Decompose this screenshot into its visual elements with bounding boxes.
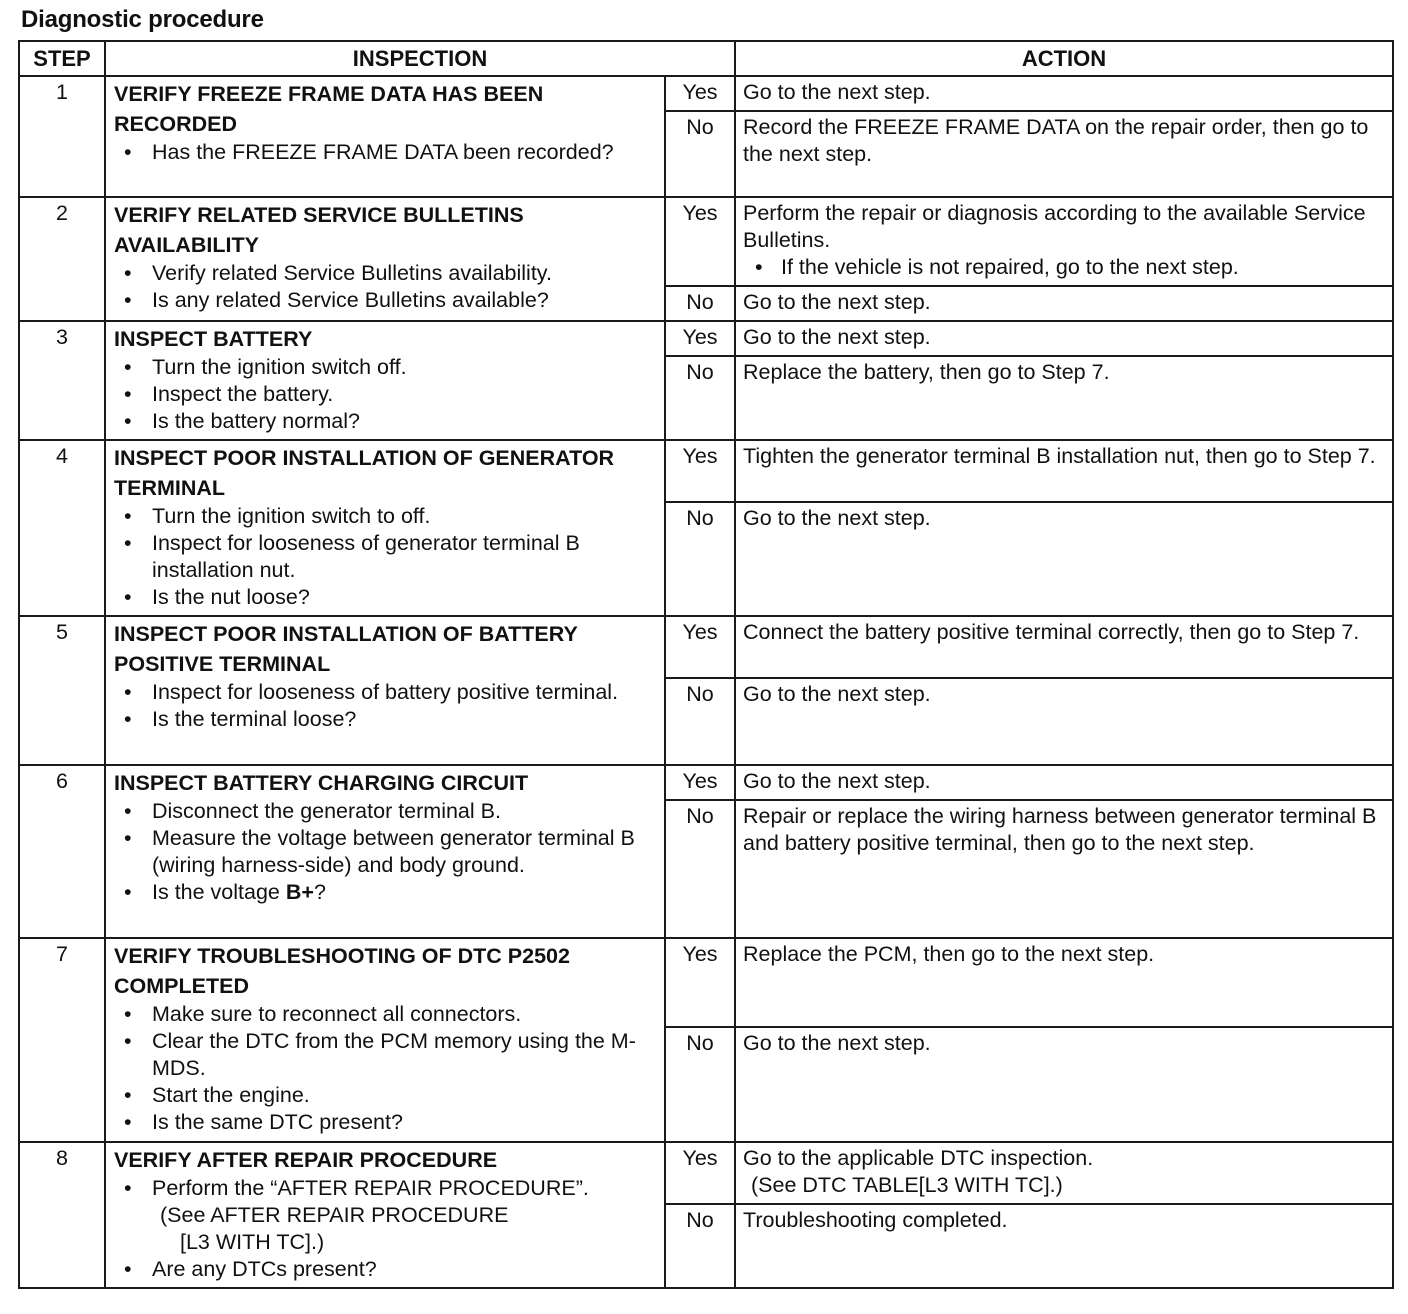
no-action: Go to the next step.	[735, 502, 1393, 616]
inspection-bullet: • Start the engine.	[152, 1082, 660, 1109]
no-action: Go to the next step.	[735, 678, 1393, 765]
no-label: No	[665, 286, 735, 321]
no-label: No	[665, 800, 735, 938]
no-label: No	[665, 356, 735, 440]
no-label: No	[665, 1204, 735, 1288]
inspection-bullet: • Turn the ignition switch to off.	[152, 503, 660, 530]
inspection-bullet: • Inspect the battery.	[152, 381, 660, 408]
inspection-title: VERIFY AFTER REPAIR PROCEDURE	[114, 1148, 498, 1172]
step-4-yes-row	[19, 440, 1393, 502]
yes-action-cell	[735, 197, 1393, 286]
no-action: Go to the next step.	[735, 286, 1393, 321]
no-action: Replace the battery, then go to Step 7.	[735, 356, 1393, 440]
yes-label: Yes	[665, 197, 735, 286]
step-2-yes-row	[19, 197, 1393, 286]
inspection-title: INSPECT POOR INSTALLATION OF BATTERY POSITIVE TERMINAL	[114, 622, 578, 676]
inspection-bullet: • Measure the voltage between generator terminal B (wiring harness-side) and body ground.	[152, 825, 660, 879]
no-label: No	[665, 1027, 735, 1142]
step-number: 4	[19, 440, 105, 616]
inspection-bullet: • Disconnect the generator terminal B.	[152, 798, 660, 825]
diagnostic-procedure-table	[18, 40, 1394, 1289]
step-6-yes-row	[19, 765, 1393, 800]
inspection-bullet: • Are any DTCs present?	[152, 1256, 660, 1283]
no-action: Repair or replace the wiring harness between generator terminal B and battery positive terminal, then go to the next step.	[735, 800, 1393, 938]
inspection-bullet: • Turn the ignition switch off.	[152, 354, 660, 381]
step-3-yes-row	[19, 321, 1393, 356]
yes-action: Tighten the generator terminal B installation nut, then go to Step 7.	[735, 440, 1393, 502]
no-label: No	[665, 678, 735, 765]
no-action: Troubleshooting completed.	[735, 1204, 1393, 1288]
header-action: ACTION	[735, 41, 1393, 76]
step-number: 8	[19, 1142, 105, 1288]
inspection-cell	[105, 938, 665, 1142]
header-inspection: INSPECTION	[105, 41, 735, 76]
yes-label: Yes	[665, 321, 735, 356]
bullet-text: ?	[313, 880, 326, 904]
no-label: No	[665, 111, 735, 197]
inspection-bullets	[114, 354, 660, 435]
yes-action: Go to the next step.	[735, 765, 1393, 800]
step-7-yes-row	[19, 938, 1393, 1027]
yes-action: Go to the next step.	[735, 321, 1393, 356]
inspection-title: INSPECT BATTERY CHARGING CIRCUIT	[114, 771, 529, 795]
yes-action: Go to the applicable DTC inspection.	[743, 1146, 1094, 1170]
yes-action-reference: (See DTC TABLE[L3 WITH TC].)	[751, 1173, 1063, 1197]
inspection-bullet	[152, 1175, 660, 1256]
step-number: 5	[19, 616, 105, 765]
inspection-bullets	[114, 260, 660, 314]
inspection-bullets	[114, 139, 660, 166]
inspection-cell	[105, 765, 665, 938]
inspection-bullet: • Is the nut loose?	[152, 584, 660, 611]
inspection-bullet: • Is any related Service Bulletins available?	[152, 287, 660, 314]
inspection-bullet: • Is the battery normal?	[152, 408, 660, 435]
reference-line: (See AFTER REPAIR PROCEDURE	[160, 1203, 509, 1227]
page-title: Diagnostic procedure	[21, 6, 264, 33]
inspection-bullet: • Is the same DTC present?	[152, 1109, 660, 1136]
inspection-bullets	[114, 679, 660, 733]
no-label: No	[665, 502, 735, 616]
inspection-bullets	[114, 1175, 660, 1283]
step-number: 7	[19, 938, 105, 1142]
inspection-bullet: • Inspect for looseness of battery positive terminal.	[152, 679, 660, 706]
step-number: 2	[19, 197, 105, 321]
inspection-title: VERIFY TROUBLESHOOTING OF DTC P2502 COMPLETED	[114, 944, 570, 998]
inspection-bullet: • Inspect for looseness of generator terminal B installation nut.	[152, 530, 660, 584]
inspection-cell	[105, 76, 665, 197]
inspection-title: VERIFY FREEZE FRAME DATA HAS BEEN RECORDED	[114, 82, 544, 136]
no-action: Go to the next step.	[735, 1027, 1393, 1142]
yes-action: Perform the repair or diagnosis according to the available Service Bulletins.	[743, 201, 1366, 252]
inspection-cell	[105, 197, 665, 321]
yes-action-sub-list	[743, 254, 1386, 281]
step-number: 1	[19, 76, 105, 197]
step-5-yes-row	[19, 616, 1393, 678]
inspection-bullet: • Has the FREEZE FRAME DATA been recorded?	[152, 139, 660, 166]
yes-action-sub: • If the vehicle is not repaired, go to the next step.	[781, 254, 1386, 281]
inspection-cell	[105, 440, 665, 616]
yes-action: Go to the next step.	[735, 76, 1393, 111]
inspection-title: INSPECT BATTERY	[114, 327, 313, 351]
reference-line: [L3 WITH TC].)	[180, 1230, 325, 1254]
inspection-cell	[105, 616, 665, 765]
yes-action: Replace the PCM, then go to the next step.	[735, 938, 1393, 1027]
inspection-bullet: • Is the terminal loose?	[152, 706, 660, 733]
inspection-cell	[105, 321, 665, 440]
inspection-bullets	[114, 1001, 660, 1136]
yes-label: Yes	[665, 765, 735, 800]
step-8-yes-row	[19, 1142, 1393, 1204]
inspection-bullet: • Clear the DTC from the PCM memory using the M-MDS.	[152, 1028, 660, 1082]
yes-label: Yes	[665, 440, 735, 502]
inspection-cell	[105, 1142, 665, 1288]
bullet-text: Is the voltage	[152, 880, 286, 904]
yes-action-cell	[735, 1142, 1393, 1204]
inspection-bullet: • Verify related Service Bulletins availability.	[152, 260, 660, 287]
yes-label: Yes	[665, 1142, 735, 1204]
no-action: Record the FREEZE FRAME DATA on the repair order, then go to the next step.	[735, 111, 1393, 197]
bullet-bold-text: B+	[285, 880, 314, 904]
yes-label: Yes	[665, 616, 735, 678]
bullet-text: • Perform the “AFTER REPAIR PROCEDURE”.	[152, 1176, 589, 1200]
header-row	[19, 41, 1393, 76]
inspection-bullets	[114, 798, 660, 906]
inspection-bullet: • Make sure to reconnect all connectors.	[152, 1001, 660, 1028]
inspection-title: VERIFY RELATED SERVICE BULLETINS AVAILABILITY	[114, 203, 524, 257]
step-number: 6	[19, 765, 105, 938]
yes-action: Connect the battery positive terminal correctly, then go to Step 7.	[735, 616, 1393, 678]
header-step: STEP	[19, 41, 105, 76]
inspection-title: INSPECT POOR INSTALLATION OF GENERATOR TERMINAL	[114, 446, 615, 500]
yes-label: Yes	[665, 76, 735, 111]
inspection-bullet	[152, 879, 660, 906]
inspection-bullets	[114, 503, 660, 611]
yes-label: Yes	[665, 938, 735, 1027]
step-1-yes-row	[19, 76, 1393, 111]
step-number: 3	[19, 321, 105, 440]
